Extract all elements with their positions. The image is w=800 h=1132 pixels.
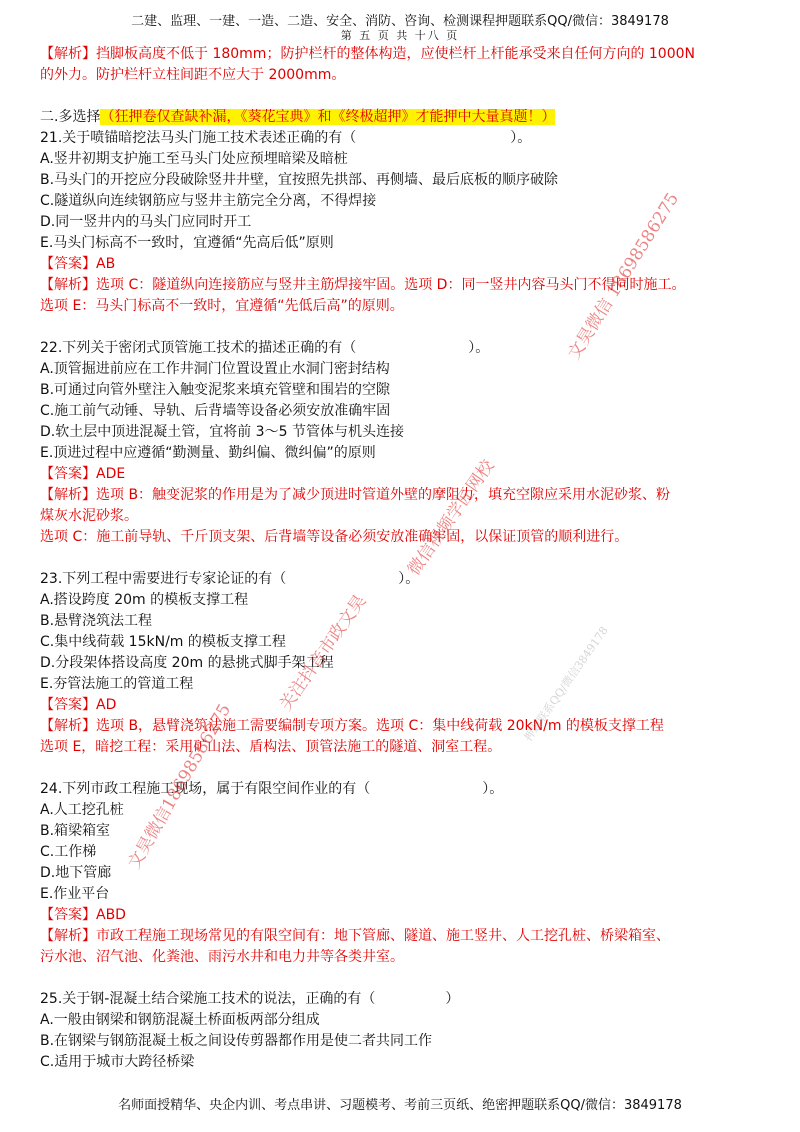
option-e: E.作业平台 bbox=[40, 886, 110, 902]
analysis-line: 【解析】选项 B，悬臂浇筑法施工需要编制专项方案。选项 C：集中线荷载 20kN/m 的模板支撑工程 bbox=[40, 718, 664, 734]
analysis-line: 【解析】市政工程施工现场常见的有限空间有：地下管廊、隧道、施工竖井、人工挖孔桩、桥梁箱室、 bbox=[40, 928, 670, 944]
option-d: D.分段架体搭设高度 20m 的悬挑式脚手架工程 bbox=[40, 655, 334, 671]
option-d: D.同一竖井内的马头门应同时开工 bbox=[40, 214, 252, 230]
question-stem: 22.下列关于密闭式顶管施工技术的描述正确的有（ ）。 bbox=[40, 340, 490, 356]
analysis-line: 污水池、沼气池、化粪池、雨污水井和电力井等各类井室。 bbox=[40, 949, 404, 965]
analysis-line: 选项 E，暗挖工程：采用矿山法、盾构法、顶管法施工的隧道、洞室工程。 bbox=[40, 739, 502, 755]
option-b: B.箱梁箱室 bbox=[40, 823, 111, 839]
answer: 【答案】AD bbox=[40, 697, 117, 713]
option-e: E.顶进过程中应遵循“勤测量、勤纠偏、微纠偏”的原则 bbox=[40, 445, 376, 461]
option-b: B.悬臂浇筑法工程 bbox=[40, 613, 153, 629]
question-23 bbox=[40, 569, 780, 758]
watermark: 文昊微信18698586275 bbox=[124, 700, 236, 873]
prev-analysis-line: 的外力。防护栏杆立柱间距不应大于 2000mm。 bbox=[40, 67, 346, 83]
option-a: A.人工挖孔桩 bbox=[40, 802, 124, 818]
question-stem: 21.关于喷锚暗挖法马头门施工技术表述正确的有（ ）。 bbox=[40, 130, 532, 146]
section-title: 二.多选择 bbox=[40, 109, 101, 125]
question-stem: 23.下列工程中需要进行专家论证的有（ ）。 bbox=[40, 571, 420, 587]
question-21 bbox=[40, 128, 780, 317]
option-b: B.马头门的开挖应分段破除竖井井壁，宜按照先拱部、再侧墙、最后底板的顺序破除 bbox=[40, 172, 559, 188]
question-24 bbox=[40, 779, 780, 968]
option-c: C.施工前气动锤、导轨、后背墙等设备必须安放准确牢固 bbox=[40, 403, 391, 419]
analysis-line: 选项 C：施工前导轨、千斤顶支架、后背墙等设备必须安放准确牢固，以保证顶管的顺利进行。 bbox=[40, 529, 629, 545]
answer: 【答案】AB bbox=[40, 256, 116, 272]
option-a: A.竖井初期支护施工至马头门处应预埋暗梁及暗桩 bbox=[40, 151, 348, 167]
option-a: A.搭设跨度 20m 的模板支撑工程 bbox=[40, 592, 249, 608]
watermark: 押题联系QQ/微信3849178 bbox=[521, 624, 611, 744]
watermark: 微信视频学匠网校 bbox=[404, 456, 499, 580]
option-b: B.可通过向管外壁注入触变泥浆来填充管壁和围岩的空隙 bbox=[40, 382, 391, 398]
footer-contact: 名师面授精华、央企内训、考点串讲、习题模考、考前三页纸、绝密押题联系QQ/微信：3849178 bbox=[118, 1098, 682, 1113]
option-b: B.在钢梁与钢筋混凝土板之间设传剪器都作用是使二者共同工作 bbox=[40, 1033, 433, 1049]
document-body bbox=[40, 44, 780, 1073]
option-e: E.马头门标高不一致时，宜遵循“先高后低”原则 bbox=[40, 235, 334, 251]
option-e: E.夯管法施工的管道工程 bbox=[40, 676, 194, 692]
analysis-line: 【解析】选项 C：隧道纵向连接筋应与竖井主筋焊接牢固。选项 D：同一竖井内容马头门不得同时施工。 bbox=[40, 277, 686, 293]
prev-analysis-line: 【解析】挡脚板高度不低于 180mm；防护栏杆的整体构造，应使栏杆上杆能承受来自任何方向的 1000N bbox=[40, 46, 695, 62]
option-c: C.适用于城市大跨径桥梁 bbox=[40, 1054, 195, 1070]
question-22 bbox=[40, 338, 780, 548]
option-c: C.隧道纵向连续钢筋应与竖井主筋完全分离，不得焊接 bbox=[40, 193, 377, 209]
watermark: 关注抖音市政文昊 bbox=[276, 591, 371, 715]
question-stem: 25.关于钢-混凝土结合梁施工技术的说法，正确的有（ ） bbox=[40, 991, 460, 1007]
analysis-line: 【解析】选项 B：触变泥浆的作用是为了减少顶进时管道外壁的摩阻力，填充空隙应采用水泥砂浆、粉 bbox=[40, 487, 671, 503]
option-a: A.顶管掘进前应在工作井洞门位置设置止水洞门密封结构 bbox=[40, 361, 390, 377]
analysis-line: 选项 E：马头门标高不一致时，宜遵循“先低后高”的原则。 bbox=[40, 298, 404, 314]
question-stem: 24.下列市政工程施工现场，属于有限空间作业的有（ ）。 bbox=[40, 781, 504, 797]
analysis-line: 煤灰水泥砂浆。 bbox=[40, 508, 138, 524]
option-d: D.软土层中顶进混凝土管，宜将前 3～5 节管体与机头连接 bbox=[40, 424, 404, 440]
question-25 bbox=[40, 989, 780, 1073]
header-contact: 二建、监理、一建、一造、二造、安全、消防、咨询、检测课程押题联系QQ/微信：3849178 bbox=[131, 14, 669, 29]
answer: 【答案】ADE bbox=[40, 466, 126, 482]
watermark: 文昊微信 18698586275 bbox=[564, 189, 684, 364]
option-c: C.集中线荷载 15kN/m 的模板支撑工程 bbox=[40, 634, 286, 650]
option-d: D.地下管廊 bbox=[40, 865, 112, 881]
section-heading bbox=[40, 107, 780, 128]
option-c: C.工作梯 bbox=[40, 844, 97, 860]
answer: 【答案】ABD bbox=[40, 907, 126, 923]
page-number: 第 五 页 共 十八 页 bbox=[340, 29, 460, 42]
section-highlight: （狂押卷仅查缺补漏，《葵花宝典》和《终极超押》才能押中大量真题！） bbox=[100, 109, 556, 125]
option-a: A.一般由钢梁和钢筋混凝土桥面板两部分组成 bbox=[40, 1012, 320, 1028]
